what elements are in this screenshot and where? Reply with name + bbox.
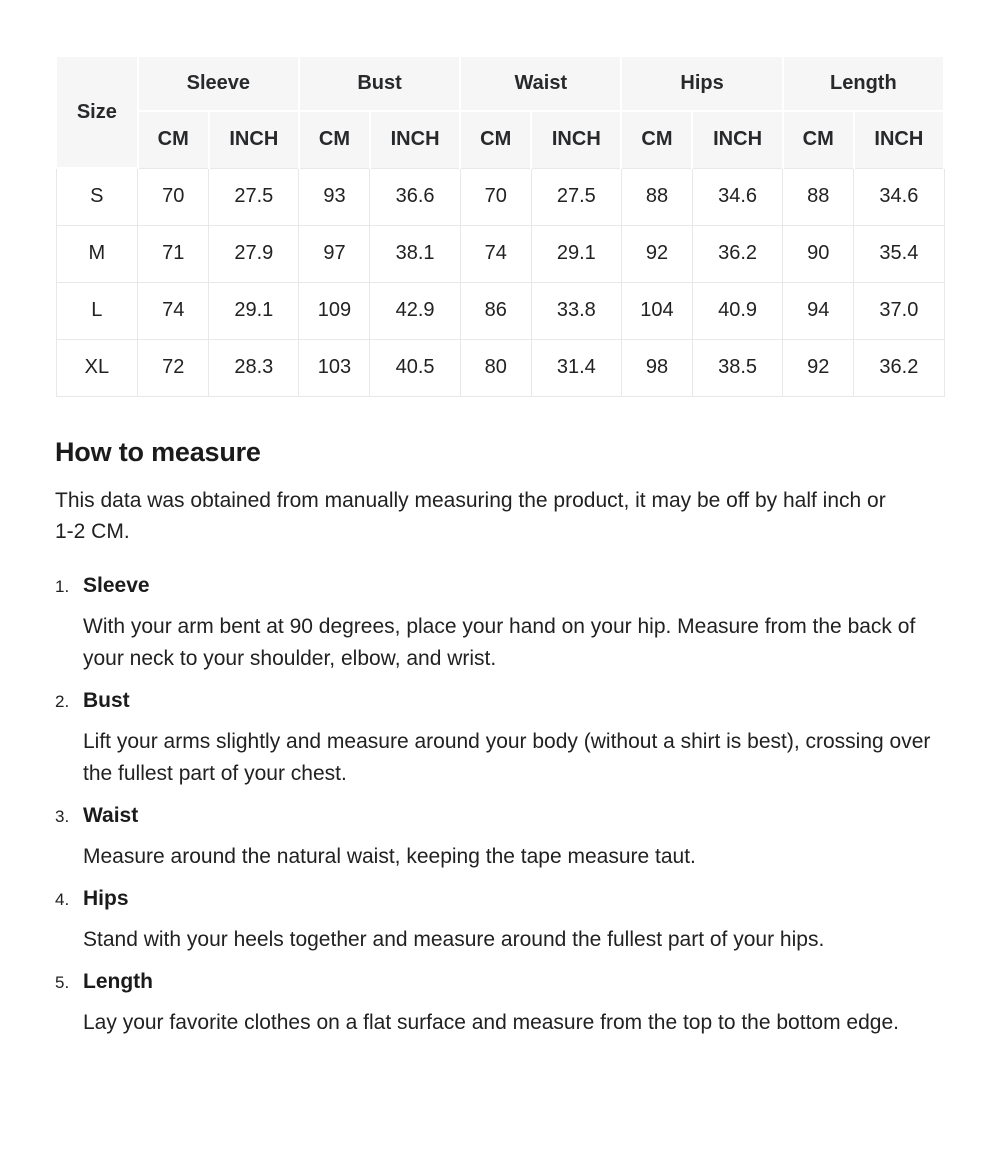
value-cell: 98 xyxy=(621,339,692,396)
unit-header-inch: INCH xyxy=(854,111,944,168)
value-cell: 28.3 xyxy=(209,339,299,396)
step-description: Measure around the natural waist, keeping the tape measure taut. xyxy=(83,844,696,868)
step-number: 3. xyxy=(55,806,70,826)
measure-steps-list xyxy=(55,571,945,1050)
unit-header-inch: INCH xyxy=(692,111,782,168)
group-header-sleeve: Sleeve xyxy=(138,56,299,111)
list-item-hips xyxy=(55,884,945,967)
value-cell: 27.9 xyxy=(209,225,299,282)
step-body xyxy=(83,571,945,686)
step-description: Lift your arms slightly and measure around your body (without a shirt is best), crossing over the fullest part of your chest. xyxy=(83,729,931,785)
value-cell: 94 xyxy=(783,282,854,339)
step-number: 2. xyxy=(55,691,70,711)
value-cell: 38.1 xyxy=(370,225,460,282)
value-cell: 93 xyxy=(299,168,370,225)
value-cell: 33.8 xyxy=(531,282,621,339)
unit-header-cm: CM xyxy=(138,111,209,168)
step-description: Stand with your heels together and measure around the fullest part of your hips. xyxy=(83,927,825,951)
step-description: With your arm bent at 90 degrees, place your hand on your hip. Measure from the back of your neck to your shoulder, elbow, and wrist. xyxy=(83,614,916,670)
value-cell: 40.5 xyxy=(370,339,460,396)
value-cell: 38.5 xyxy=(692,339,782,396)
value-cell: 70 xyxy=(138,168,209,225)
step-title: Length xyxy=(83,969,153,993)
value-cell: 88 xyxy=(783,168,854,225)
step-title: Bust xyxy=(83,688,130,712)
group-header-waist: Waist xyxy=(460,56,621,111)
unit-header-cm: CM xyxy=(460,111,531,168)
size-column-header: Size xyxy=(56,56,138,168)
value-cell: 29.1 xyxy=(209,282,299,339)
step-body xyxy=(83,686,945,801)
value-cell: 86 xyxy=(460,282,531,339)
group-header-length: Length xyxy=(783,56,944,111)
group-header-bust: Bust xyxy=(299,56,460,111)
value-cell: 92 xyxy=(621,225,692,282)
step-body xyxy=(83,967,945,1050)
step-body xyxy=(83,884,945,967)
unit-header-cm: CM xyxy=(621,111,692,168)
list-item-waist xyxy=(55,801,945,884)
unit-header-inch: INCH xyxy=(531,111,621,168)
how-to-measure-heading: How to measure xyxy=(55,436,261,467)
step-title: Waist xyxy=(83,803,139,827)
value-cell: 109 xyxy=(299,282,370,339)
table-row xyxy=(56,339,944,396)
list-item-length xyxy=(55,967,945,1050)
value-cell: 74 xyxy=(138,282,209,339)
unit-header-cm: CM xyxy=(299,111,370,168)
size-cell: XL xyxy=(56,339,138,396)
value-cell: 36.2 xyxy=(854,339,944,396)
size-cell: L xyxy=(56,282,138,339)
unit-header-inch: INCH xyxy=(209,111,299,168)
value-cell: 27.5 xyxy=(531,168,621,225)
unit-header-cm: CM xyxy=(783,111,854,168)
value-cell: 71 xyxy=(138,225,209,282)
value-cell: 70 xyxy=(460,168,531,225)
value-cell: 34.6 xyxy=(692,168,782,225)
value-cell: 92 xyxy=(783,339,854,396)
value-cell: 103 xyxy=(299,339,370,396)
list-item-bust xyxy=(55,686,945,801)
value-cell: 80 xyxy=(460,339,531,396)
value-cell: 40.9 xyxy=(692,282,782,339)
table-group-header-row xyxy=(56,56,944,111)
table-row xyxy=(56,225,944,282)
size-cell: M xyxy=(56,225,138,282)
step-body xyxy=(83,801,945,884)
size-chart-table xyxy=(55,55,945,397)
value-cell: 36.2 xyxy=(692,225,782,282)
value-cell: 90 xyxy=(783,225,854,282)
intro-paragraph: This data was obtained from manually measuring the product, it may be off by half inch or 1-2 CM. xyxy=(55,488,886,543)
value-cell: 72 xyxy=(138,339,209,396)
value-cell: 42.9 xyxy=(370,282,460,339)
step-number: 5. xyxy=(55,972,70,992)
value-cell: 27.5 xyxy=(209,168,299,225)
step-number: 1. xyxy=(55,576,70,596)
table-unit-header-row xyxy=(56,111,944,168)
value-cell: 34.6 xyxy=(854,168,944,225)
unit-header-inch: INCH xyxy=(370,111,460,168)
value-cell: 97 xyxy=(299,225,370,282)
value-cell: 37.0 xyxy=(854,282,944,339)
list-item-sleeve xyxy=(55,571,945,686)
step-description: Lay your favorite clothes on a flat surface and measure from the top to the bottom edge. xyxy=(83,1010,899,1034)
value-cell: 35.4 xyxy=(854,225,944,282)
group-header-hips: Hips xyxy=(621,56,782,111)
step-number: 4. xyxy=(55,889,70,909)
step-title: Hips xyxy=(83,886,129,910)
value-cell: 104 xyxy=(621,282,692,339)
step-title: Sleeve xyxy=(83,573,150,597)
value-cell: 88 xyxy=(621,168,692,225)
table-row xyxy=(56,168,944,225)
table-row xyxy=(56,282,944,339)
value-cell: 74 xyxy=(460,225,531,282)
value-cell: 29.1 xyxy=(531,225,621,282)
value-cell: 31.4 xyxy=(531,339,621,396)
size-cell: S xyxy=(56,168,138,225)
value-cell: 36.6 xyxy=(370,168,460,225)
